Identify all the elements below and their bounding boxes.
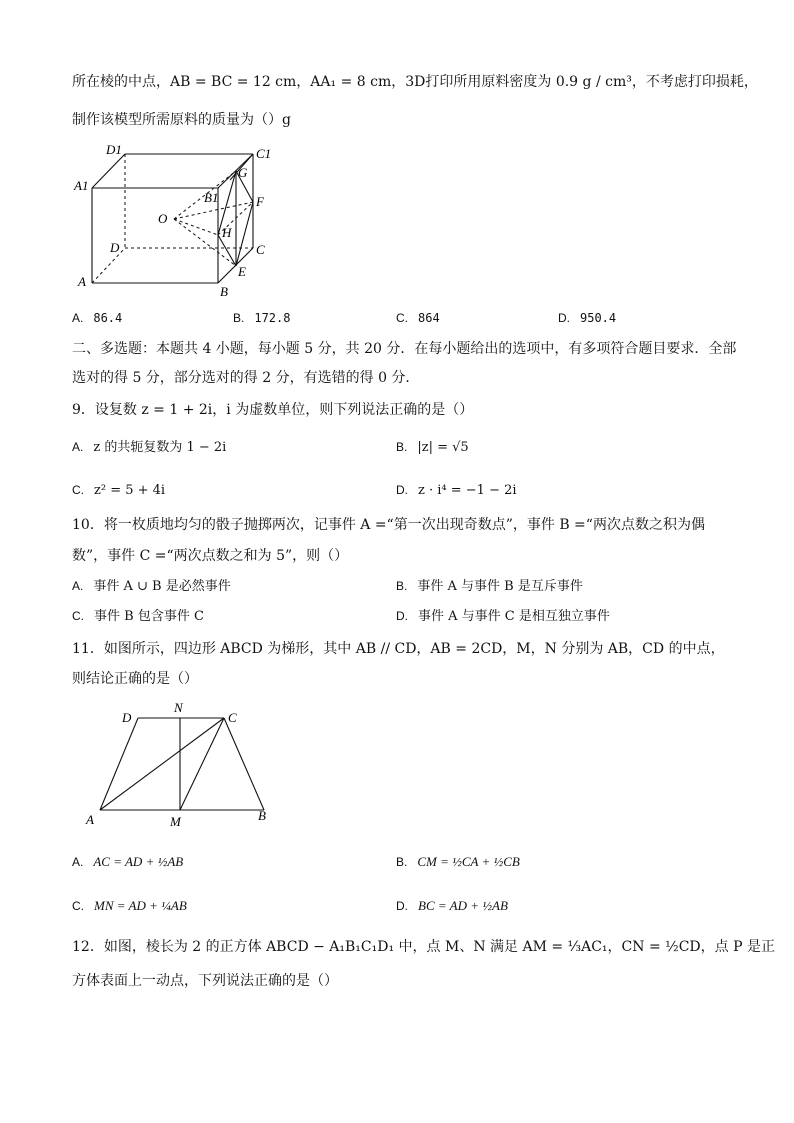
label-a: A (78, 274, 86, 289)
q8-option-a[interactable]: A. 86.4 (72, 311, 123, 325)
q9-stem: 9．设复数 z = 1 + 2i，i 为虚数单位，则下列说法正确的是（） (72, 402, 474, 418)
hidden-edge-a-d (92, 248, 125, 283)
label-b: B (258, 808, 266, 823)
q10-option-d[interactable]: D. 事件 A 与事件 C 是相互独立事件 (396, 609, 610, 624)
section2-intro-line1: 二、多选题：本题共 4 小题，每小题 5 分，共 20 分．在每小题给出的选项中，有多项符合题目要求．全部 (72, 341, 737, 357)
label-f: F (256, 194, 264, 209)
q11-option-b[interactable]: B. CM = ½CA + ½CB (396, 854, 520, 869)
q11-option-d[interactable]: D. BC = AD + ½AB (396, 898, 508, 913)
cuboid-figure (70, 140, 290, 300)
label-c: C (228, 710, 237, 725)
q9-option-b[interactable]: B. |z| = √5 (396, 440, 469, 455)
segment-cb (224, 718, 264, 810)
q11-stem-line1: 11．如图所示，四边形 ABCD 为梯形，其中 AB // CD，AB = 2CD，M，N 分别为 AB，CD 的中点， (72, 641, 725, 657)
trapezoid-figure (82, 698, 282, 830)
q11-option-a[interactable]: A. AC = AD + ½AB (72, 854, 184, 869)
hidden-o-h (174, 219, 218, 235)
q8-stem-line1: 所在棱的中点，AB = BC = 12 cm，AA₁ = 8 cm，3D打印所用原料密度为 0.9 g / cm³，不考虑打印损耗， (72, 74, 758, 90)
label-b: B (220, 284, 228, 299)
label-c: C (256, 242, 265, 257)
q10-option-b[interactable]: B. 事件 A 与事件 B 是互斥事件 (396, 579, 583, 594)
label-a: A (86, 812, 94, 827)
label-m: M (170, 814, 181, 829)
label-g: G (238, 165, 248, 180)
label-d: D (110, 240, 120, 255)
q8-option-d[interactable]: D. 950.4 (558, 311, 617, 325)
q9-option-a[interactable]: A. z 的共轭复数为 1 − 2i (72, 440, 227, 455)
q12-stem-line2: 方体表面上一动点，下列说法正确的是（） (72, 973, 338, 989)
label-d: D (122, 710, 132, 725)
edge-a1-d1 (92, 154, 125, 188)
label-b1: B1 (204, 190, 219, 205)
q11-option-c[interactable]: C. MN = AD + ¼AB (72, 898, 187, 913)
q8-option-c[interactable]: C. 864 (396, 311, 440, 325)
q10-stem-line2: 数”，事件 C =“两次点数之和为 5”，则（） (72, 548, 349, 564)
q9-option-d[interactable]: D. z · i⁴ = −1 − 2i (396, 483, 517, 498)
label-o: O (158, 211, 168, 226)
q12-stem-line1: 12．如图，棱长为 2 的正方体 ABCD − A₁B₁C₁D₁ 中，点 M、N 满足 AM = ⅓AC₁，CN = ½CD，点 P 是正 (72, 939, 775, 955)
label-a1: A1 (74, 178, 89, 193)
label-n: N (174, 700, 183, 715)
q11-stem-line2: 则结论正确的是（） (72, 671, 198, 687)
label-d1: D1 (106, 142, 122, 157)
q9-option-c[interactable]: C. z² = 5 + 4i (72, 483, 166, 498)
label-h: H (222, 225, 232, 240)
label-c1: C1 (256, 146, 272, 161)
q8-option-b[interactable]: B. 172.8 (233, 311, 291, 325)
segment-mc (180, 718, 224, 810)
q8-stem-line2: 制作该模型所需原料的质量为（）g (72, 112, 291, 128)
section2-intro-line2: 选对的得 5 分，部分选对的得 2 分，有选错的得 0 分． (72, 370, 420, 386)
q10-option-c[interactable]: C. 事件 B 包含事件 C (72, 609, 204, 624)
q10-stem-line1: 10．将一枚质地均匀的骰子抛掷两次，记事件 A =“第一次出现奇数点”，事件 B =“两次点数之积为偶 (72, 517, 705, 533)
label-e: E (238, 264, 246, 279)
q10-option-a[interactable]: A. 事件 A ∪ B 是必然事件 (72, 579, 231, 594)
